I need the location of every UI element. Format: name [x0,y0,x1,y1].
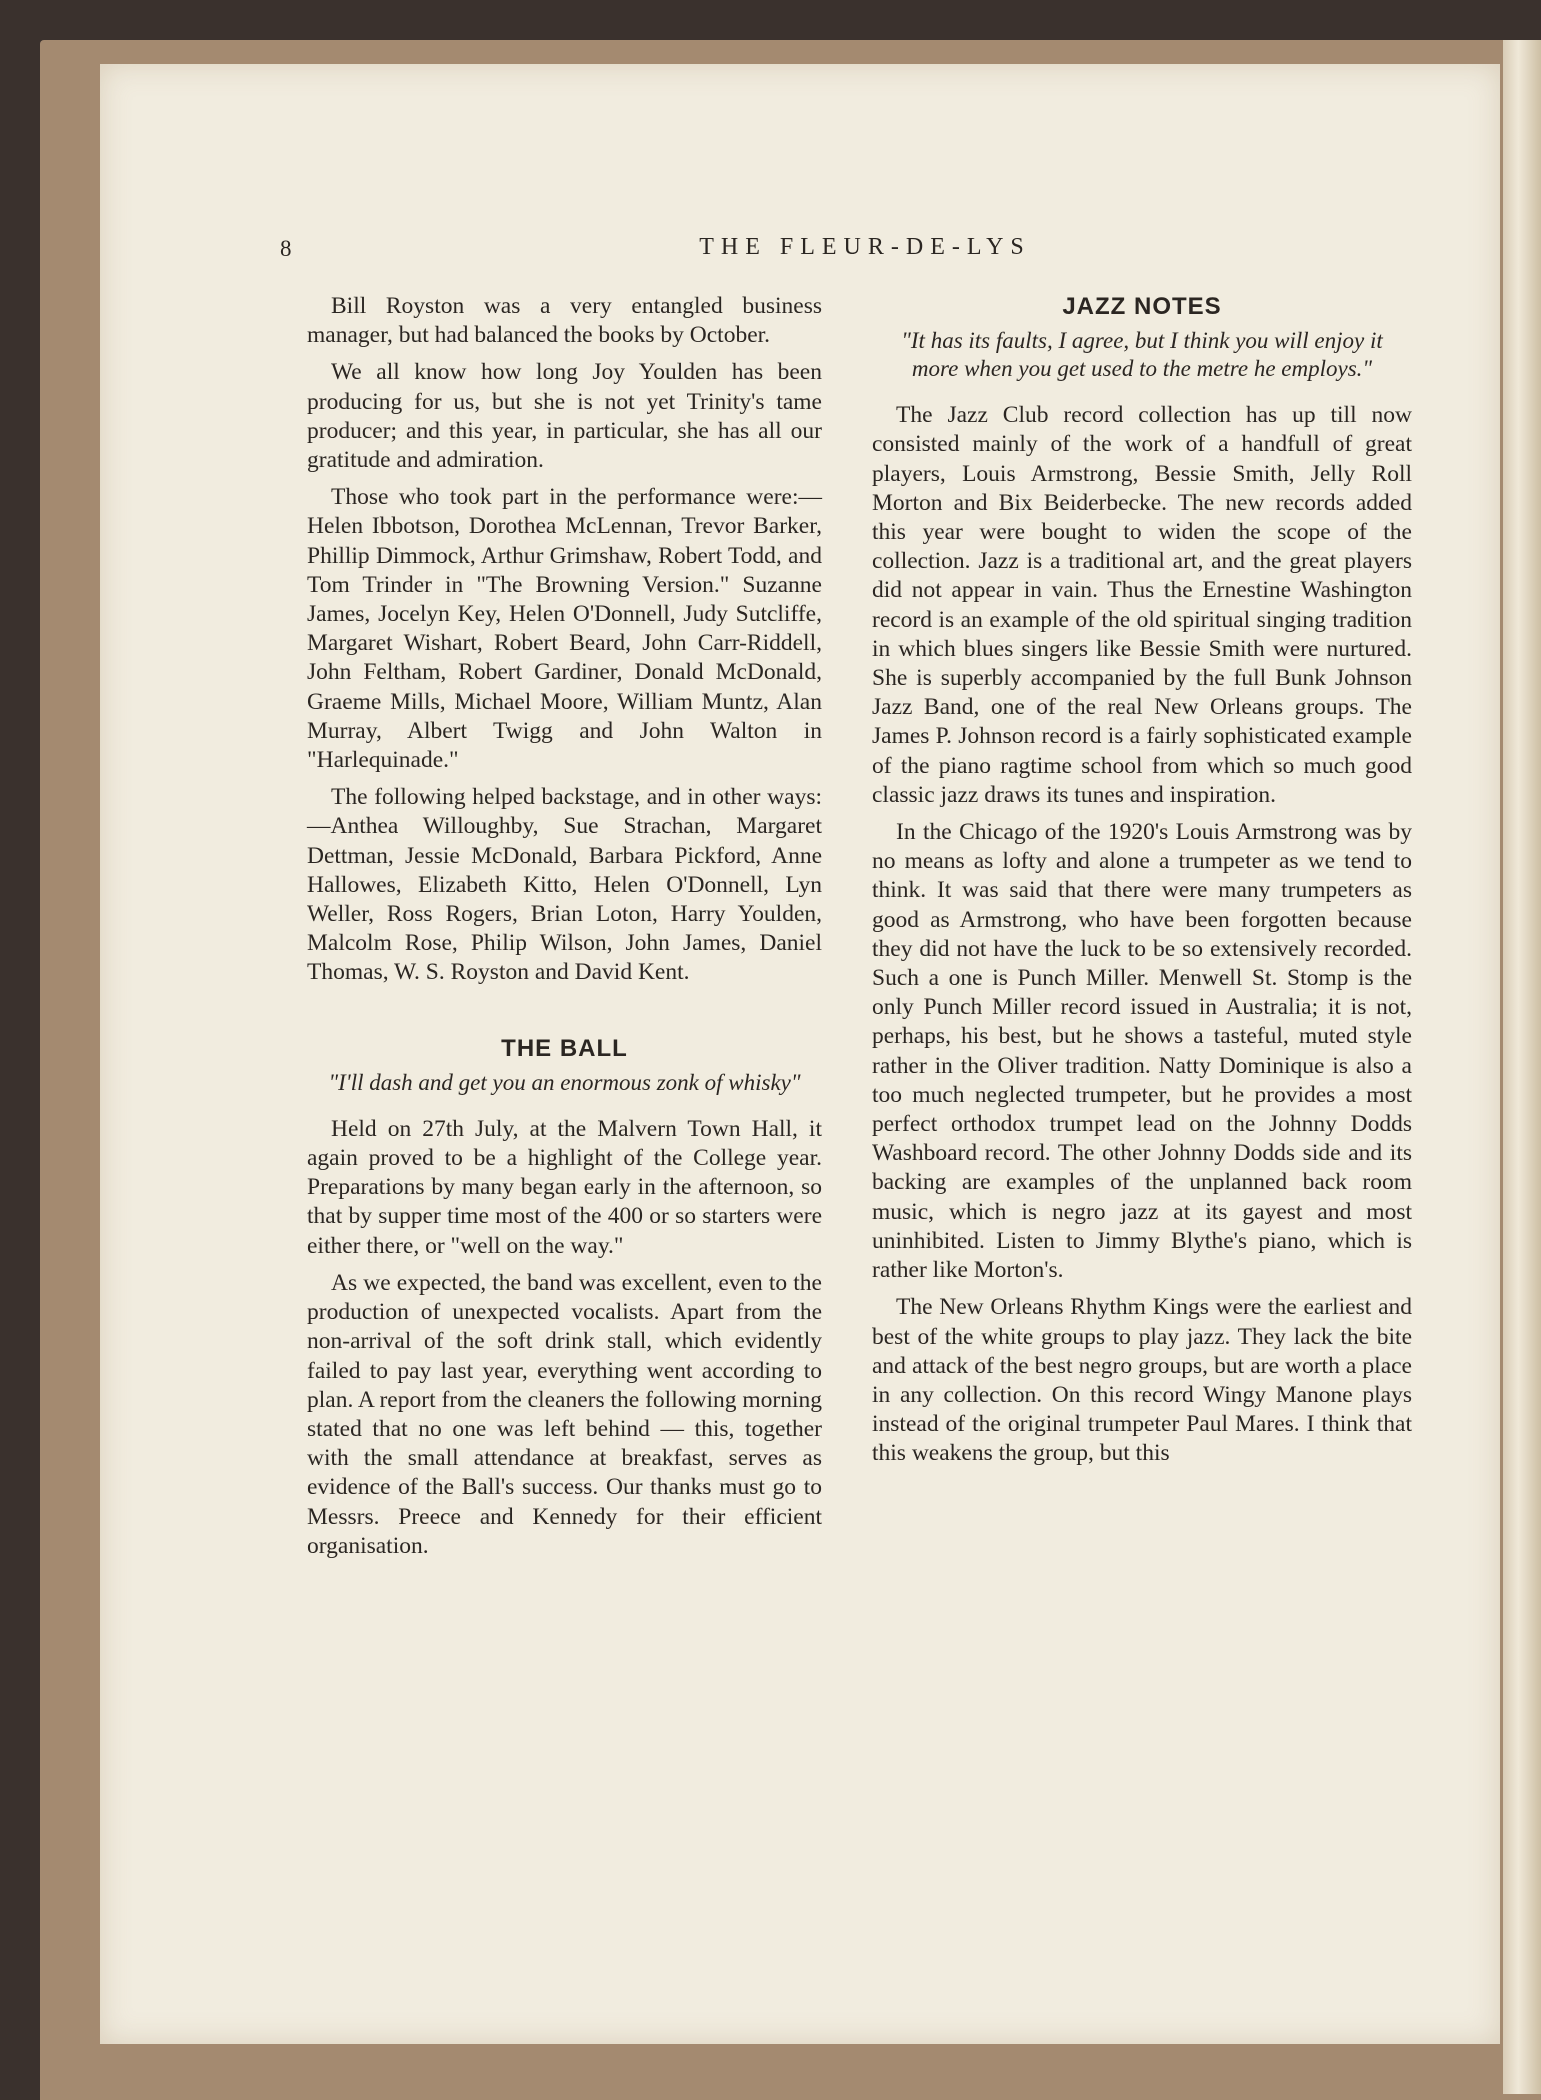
paragraph: Bill Royston was a very entangled business manager, but had balanced the books by October. [307,293,822,349]
page-number: 8 [280,236,292,261]
next-page-edge [1503,40,1541,2094]
paragraph: We all know how long Joy Youlden has been producing for us, but she is not yet Trinity's tame producer; and this year, in particular, she has all our gratitude and admiration. [307,359,822,474]
paragraph: The New Orleans Rhythm Kings were the earliest and best of the white groups to play jazz. They lack the bite and attack of the best negro groups, but are worth a place in any collection. On this record Wingy Manone plays instead of the original trumpeter Paul Mares. I think that this weakens the group, but this [872,1294,1412,1467]
left-column [307,292,822,1569]
paragraph: The following helped backstage, and in other ways:—Anthea Willoughby, Sue Strachan, Margaret Dettman, Jessie McDonald, Barbara Pickford, Anne Hallowes, Elizabeth Kitto, Helen O'Donnell, Lyn Weller, Ross Rogers, Brian Loton, Harry Youlden, Malcolm Rose, Philip Wilson, John James, Daniel Thomas, W. S. Royston and David Kent. [307,784,822,986]
page-header [280,236,1410,270]
paragraph: The Jazz Club record collection has up till now consisted mainly of the work of a handfull of great players, Louis Armstrong, Bessie Smith, Jelly Roll Morton and Bix Beiderbecke. The new records added this year were bought to widen the scope of the collection. Jazz is a traditional art, and the great players did not appear in vain. Thus the Ernestine Washington record is an example of the old spiritual singing tradition in which blues singers like Bessie Smith were nurtured. She is superbly accompanied by the full Bunk Johnson Jazz Band, one of the real New Orleans groups. The James P. Johnson record is a fairly sophisticated example of the piano ragtime school from which so much good classic jazz draws its tunes and inspiration. [872,402,1412,808]
section-heading-jazz-notes: JAZZ NOTES [1062,293,1222,320]
paragraph: In the Chicago of the 1920's Louis Armstrong was by no means as lofty and alone a trumpeter as we tend to think. It was said that there were many trumpeters as good as Armstrong, who have been forgotten because they did not have the luck to be so extensively recorded. Such a one is Punch Miller. Menwell St. Stomp is the only Punch Miller record issued in Australia; it is not, perhaps, his best, but he shows a tasteful, muted style rather in the Oliver tradition. Natty Dominique is also a too much neglected trumpeter, but he provides a most perfect orthodox trumpet lead on the Johnny Dodds Washboard record. The other Johnny Dodds side and its backing are examples of the unplanned back room music, which is negro jazz at its gayest and most uninhibited. Listen to Jimmy Blythe's piano, which is rather like Morton's. [872,819,1412,1284]
paragraph: Held on 27th July, at the Malvern Town Hall, it again proved to be a highlight of the College year. Preparations by many began early in the afternoon, so that by supper time most of the 400 or so starters were either there, or "well on the way." [307,1115,822,1259]
paragraph: Those who took part in the performance were:—Helen Ibbotson, Dorothea McLennan, Trevor Barker, Phillip Dimmock, Arthur Grimshaw, Robert Todd, and Tom Trinder in "The Browning Version." Suzanne James, Jocelyn Key, Helen O'Donnell, Judy Sutcliffe, Margaret Wishart, Robert Beard, John Carr-Riddell, John Feltham, Robert Gardiner, Donald McDonald, Graeme Mills, Michael Moore, William Muntz, Alan Murray, Albert Twigg and John Walton in "Harlequinade." [307,484,822,774]
section-heading-ball: THE BALL [501,1034,628,1062]
paragraph: As we expected, the band was excellent, even to the production of unexpected vocalists. Apart from the non-arrival of the soft drink stall, which evidently failed to pay last year, everything went according to plan. A report from the cleaners the following morning stated that no one was left behind — this, together with the small attendance at breakfast, serves as evidence of the Ball's success. Our thanks must go to Messrs. Preece and Kennedy for their efficient organisation. [307,1269,822,1559]
ball-epigraph: "I'll dash and get you an enormous zonk of whisky" [328,1069,801,1095]
right-column [872,292,1412,1477]
running-title: THE FLEUR-DE-LYS [699,234,1031,260]
jazz-epigraph: "It has its faults, I agree, but I think you will enjoy it more when you get used to the metre he employs." [901,328,1383,382]
